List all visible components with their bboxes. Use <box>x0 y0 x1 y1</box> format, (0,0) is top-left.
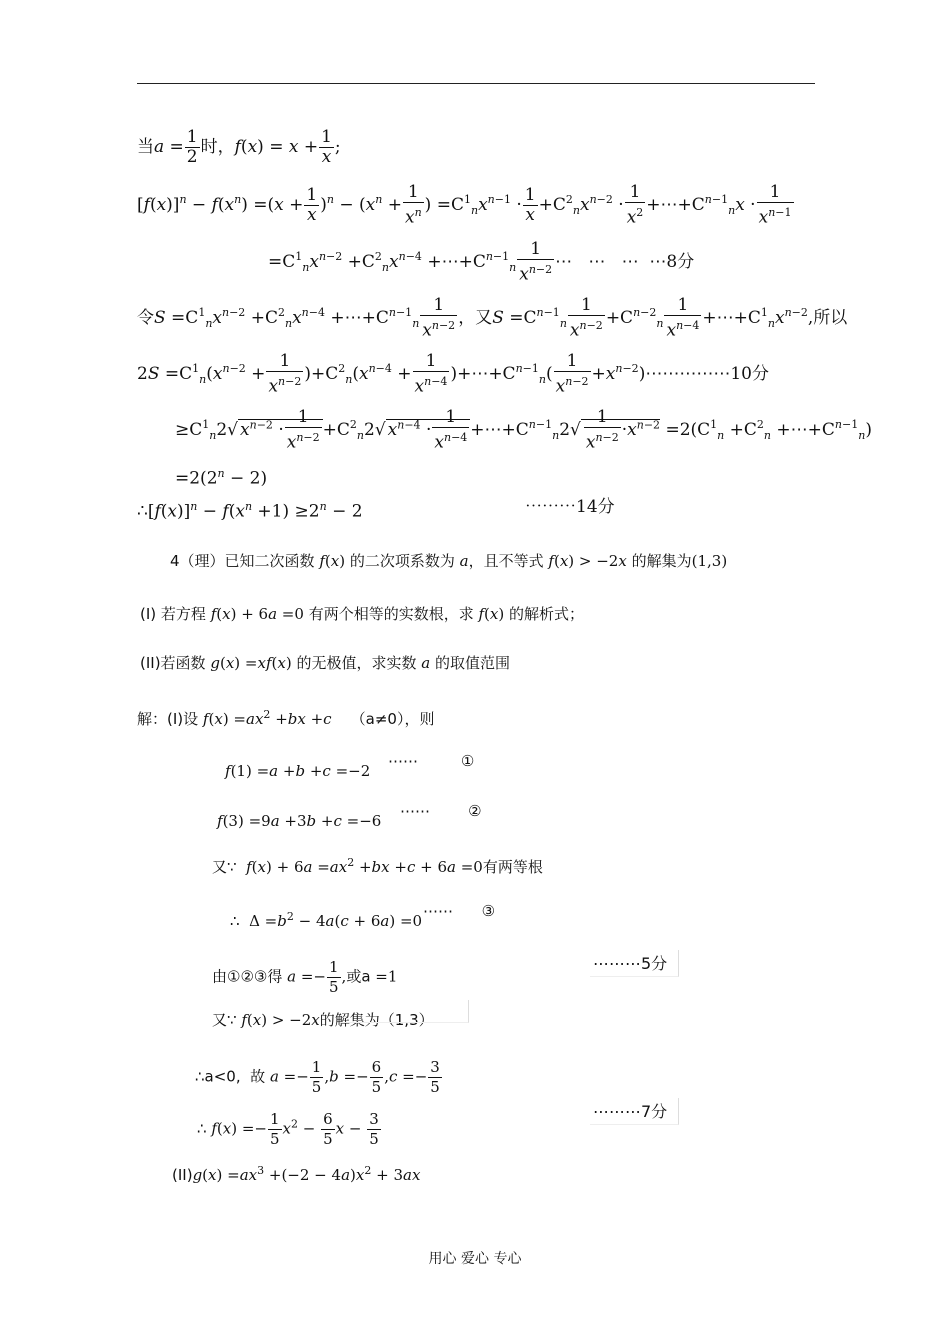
solution-line-5: $2S =C^1_n(x^{n-2}$ + $\frac{1}{x^{n-2}}$ )$+C^2_n(x^{n-4}$ + $\frac{1}{x^{n-4}}$ )$+\cdots+C^{n-1}_n$( $\frac{1}{x^{n-2}}$ $+x^{n-2})\cdots\cdots\cdots\cdots\cdots 10$分 <box>137 351 769 397</box>
equation-2-tag: ⋯⋯ ② <box>400 802 482 820</box>
solution-line-8-score: ⋯⋯⋯14分 <box>525 497 615 517</box>
solution-set-box <box>340 1000 469 1023</box>
problem4-part2: (II)若函数 g(x) =xf(x) 的无极值，求实数 a 的取值范围 <box>140 654 510 672</box>
header-rule <box>137 83 815 84</box>
problem4-part1: (I) 若方程 f(x) + 6a =0 有两个相等的实数根，求 f(x) 的解析式； <box>140 605 585 623</box>
from-123: 由①②③得 a =− $\frac{1}{5}$ ,或a =1 <box>212 958 398 996</box>
solution-line-6: $\ge C^1_n2√$ $x^{n-2}$ · $\frac{1}{x^{n-2}}$ $+C^2_n2√$ $x^{n-4}$ · $\frac{1}{x^{n-4}}$ $+\cdots+C^{n-1}_n2√$ $\frac{1}{x^{n-2}}$ $\cdot x^{n-2} =2(C^1_n +C^2_n$ $+\cdots+C^{n-1}_n$) <box>175 407 872 453</box>
equation-1-tag: ⋯⋯ ① <box>388 752 475 770</box>
score-7: ⋯⋯⋯7分 <box>593 1102 668 1121</box>
solution-intro: 解：(I)设 $f(x) =ax^2 +bx +c$ （a≠0），则 <box>137 708 435 728</box>
also-solution-set: 又∵ f(x) > −2x的解集为（1,3） <box>212 1011 434 1029</box>
solution-line-3: $=C^1_nx^{n-2} +C^2_nx^{n-4}$ $+\cdots+C^{n-1}_n$ $\frac{1}{x^{n-2}}$ ⋯ ⋯ ⋯ ⋯8分 <box>268 239 695 285</box>
solution-line-7: $=2(2^n - 2)$ <box>175 467 268 489</box>
also-equal-roots: 又∵ $f(x) + 6a =ax^2 +bx +c + 6a =0$有两等根 <box>212 856 543 876</box>
solution-line-2: $[f(x)]^n - f(x^n) =(x$ + $\frac{1}{x}$ )$^n - (x^n$ + $\frac{1}{x^n}$ ) $=C^1_nx^{n-1}$ · $\frac{1}{x}$ $+C^2_nx^{n-2}$ · $\frac{1}{x^2}$ $+\cdots+C^{n-1}_nx$ · $\frac{1}{x^{n-1}}$ <box>137 182 792 228</box>
result-fx: ∴ f(x) =− $\frac{1}{5}$ $x^2$ − $\frac{6}{5}$ x − $\frac{3}{5}$ <box>197 1110 379 1148</box>
solution-line-4: 令$S =C^1_nx^{n-2} +C^2_nx^{n-4}$ $+\cdots+C^{n-1}_n$ $\frac{1}{x^{n-2}}$ ，又$S =C^{n-1}_n$ $\frac{1}{x^{n-2}}$ $+C^{n-2}_n$ $\frac{1}{x^{n-4}}$ $+\cdots+C^1_nx^{n-2}$,所以 <box>137 295 848 341</box>
solution-line-8: $\therefore[f(x)]^n - f(x^n +1) \ge 2^n - 2$ <box>137 500 363 522</box>
equation-1: f(1) =a +b +c =−2 <box>225 762 371 780</box>
equation-3-tag: ⋯⋯ ③ <box>423 902 496 920</box>
page-footer: 用心 爱心 专心 <box>428 1251 522 1267</box>
solution-line-1: 当a = $\frac{1}{2}$ 时，f(x) = x + $\frac{1}{x}$ ; <box>137 127 341 167</box>
coefficients: ∴a<0, 故 a =− $\frac{1}{5}$ ,b =− $\frac{6}{5}$ ,c =− $\frac{3}{5}$ <box>195 1058 440 1096</box>
part2-solution: $(II)g(x) =ax^3 +(-2 - 4a)x^2 + 3ax$ <box>172 1164 421 1184</box>
equation-2: f(3) =9a +3b +c =−6 <box>217 812 382 830</box>
discriminant: ∴ $\Delta =b^2 - 4a(c + 6a) =0$ <box>230 910 423 930</box>
score-5: ⋯⋯⋯5分 <box>593 954 668 973</box>
problem4-stem: 4（理）已知二次函数 f(x) 的二次项系数为 a，且不等式 f(x) > −2x 的解集为(1,3) <box>170 552 728 570</box>
